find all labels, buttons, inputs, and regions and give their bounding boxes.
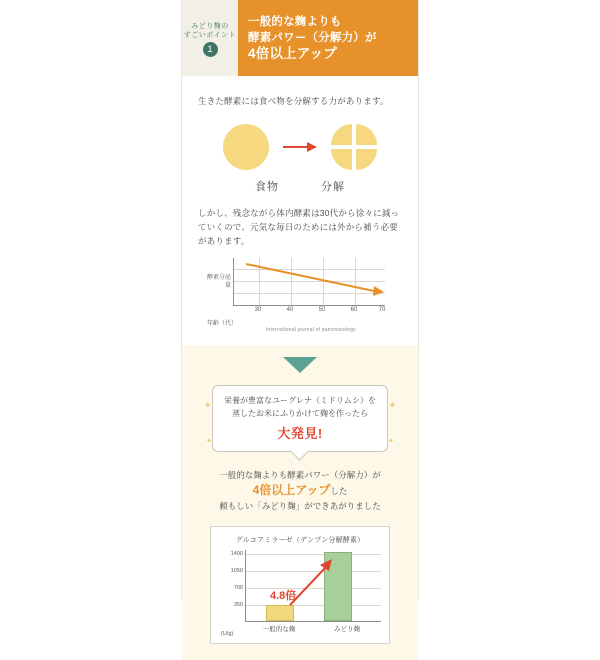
badge-number: 1 <box>203 42 218 57</box>
line-chart-ylabel: 酵素分泌量 <box>207 275 232 289</box>
bar-ytick-700: 700 <box>233 585 243 591</box>
line-chart-xticks <box>233 306 385 316</box>
header-title-line-3 <box>248 46 418 63</box>
bar-ytick-350: 350 <box>233 602 243 608</box>
food-digestion-figure <box>198 118 402 176</box>
header-title-line-1: 一般的な麹よりも <box>248 15 342 28</box>
section2-paragraph: しかし、残念ながら体内酵素は30代から徐々に減っていくので、元気な毎日のためには外から補う必要があります。 <box>198 208 400 246</box>
bar-chart-title: グルコアミラーゼ（デンプン分解酵素） <box>235 537 365 544</box>
line-xtick-4: 70 <box>378 307 386 313</box>
line-xtick-3: 60 <box>350 307 358 313</box>
figure-label-food: 食物 <box>255 181 279 193</box>
header-title-line-2-suffix: が <box>365 31 377 44</box>
header-banner <box>182 0 418 76</box>
split-circle-icon <box>331 124 377 170</box>
bar-ytick-1050: 1050 <box>230 568 243 574</box>
badge-line-1: みどり麹の <box>191 22 229 30</box>
summary-highlight: 4倍以上アップ <box>252 483 331 497</box>
enzyme-decline-chart <box>207 258 393 333</box>
summary-line-2-tail: した <box>330 486 348 496</box>
summary-text <box>196 468 404 514</box>
header-title <box>238 0 418 76</box>
line-xtick-1: 40 <box>286 307 294 313</box>
section1-paragraph: 生きた酵素には食べ物を分解する力があります。 <box>198 96 389 106</box>
line-chart-source: international journal of pancreatology <box>266 327 356 333</box>
bar-xlabel-0: 一般的な麹 <box>262 626 296 633</box>
sparkle-icon-right: ✦ <box>388 400 396 410</box>
sparkle-icon-right-2: ✦ <box>388 438 394 445</box>
bar-chart-xlabels <box>245 624 381 633</box>
header-title-line-2 <box>248 30 418 46</box>
food-circle-icon <box>223 124 269 170</box>
content-panel <box>181 0 419 637</box>
discovery-callout <box>204 385 396 452</box>
summary-line-1: 一般的な麹よりも酵素パワー（分解力）が <box>219 470 381 480</box>
line-xtick-2: 50 <box>318 307 326 313</box>
callout-line-1: 栄養が豊富なユーグレナ（ミドリムシ）を <box>224 396 376 405</box>
badge-line-2: すごいポイント <box>183 31 237 39</box>
line-chart-series <box>234 258 386 306</box>
arrow-right-icon <box>283 141 317 153</box>
header-badge <box>182 0 238 76</box>
callout-highlight: 大発見! <box>277 426 323 441</box>
bar-xlabel-1: みどり麹 <box>334 626 360 633</box>
body-content <box>182 76 418 333</box>
bar-chart-unit: (U/g) <box>221 631 234 637</box>
header-title-line-2-main: 酵素パワー（分解力） <box>248 31 365 44</box>
discovery-section <box>182 345 418 660</box>
chevron-down-icon <box>283 357 317 373</box>
summary-line-3: 頼もしい「みどり麹」ができあがりました <box>219 501 381 511</box>
enzyme-bar-chart <box>210 526 390 644</box>
line-xtick-0: 30 <box>254 307 262 313</box>
bar-ratio-annotation: 4.8倍 <box>270 590 297 602</box>
callout-line-2: 蒸したお米にふりかけて麹を作ったら <box>232 409 368 418</box>
callout-tail <box>290 442 308 460</box>
header-title-line-3-text: 4倍以上アップ <box>248 45 337 61</box>
sparkle-icon-left-2: ✦ <box>206 438 212 445</box>
sparkle-icon-left: ✦ <box>204 400 212 410</box>
bar-chart-yaxis <box>219 550 245 622</box>
food-figure-labels <box>198 178 402 194</box>
bar-chart-plot <box>245 550 381 622</box>
line-chart-plot <box>233 258 385 306</box>
figure-label-split: 分解 <box>321 181 345 193</box>
summary-line-2 <box>196 483 404 499</box>
bar-ytick-1400: 1400 <box>230 551 243 557</box>
line-chart-xlabel: 年齢（代） <box>207 321 238 327</box>
